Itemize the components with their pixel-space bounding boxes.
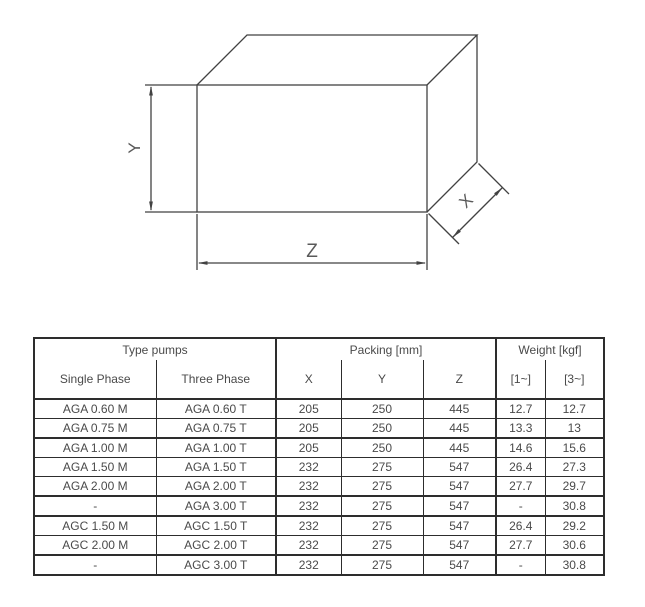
header-weight-1ph: [1~] bbox=[496, 360, 545, 399]
table-row bbox=[34, 536, 604, 556]
arrowhead-down-icon bbox=[149, 202, 153, 212]
table-cell: AGC 1.50 M bbox=[34, 516, 156, 536]
table-cell: 26.4 bbox=[496, 516, 545, 536]
table-cell: 30.6 bbox=[545, 536, 604, 556]
box-outline bbox=[197, 35, 477, 212]
table-cell: AGA 0.60 T bbox=[156, 399, 276, 419]
table-cell: 205 bbox=[276, 399, 341, 419]
table-row bbox=[34, 496, 604, 516]
table-cell: 30.8 bbox=[545, 496, 604, 516]
table-cell: AGC 3.00 T bbox=[156, 555, 276, 575]
table-cell: AGC 1.50 T bbox=[156, 516, 276, 536]
table-cell: 275 bbox=[341, 516, 423, 536]
table-cell: 12.7 bbox=[545, 399, 604, 419]
table-cell: 205 bbox=[276, 419, 341, 439]
table-cell: 275 bbox=[341, 536, 423, 556]
table-cell: 232 bbox=[276, 536, 341, 556]
header-weight-3ph: [3~] bbox=[545, 360, 604, 399]
header-sub-row bbox=[34, 360, 604, 399]
table-cell: 14.6 bbox=[496, 438, 545, 458]
table-cell: 547 bbox=[423, 496, 496, 516]
table-cell: 275 bbox=[341, 458, 423, 477]
table-cell: 26.4 bbox=[496, 458, 545, 477]
table-cell: 15.6 bbox=[545, 438, 604, 458]
table-cell: 30.8 bbox=[545, 555, 604, 575]
table-cell: 13.3 bbox=[496, 419, 545, 439]
table-cell: 547 bbox=[423, 458, 496, 477]
table-row bbox=[34, 458, 604, 477]
table-cell: AGA 0.75 T bbox=[156, 419, 276, 439]
table-cell: 547 bbox=[423, 536, 496, 556]
table-cell: 232 bbox=[276, 555, 341, 575]
table-cell: 275 bbox=[341, 477, 423, 497]
table-cell: 547 bbox=[423, 477, 496, 497]
dimension-y bbox=[145, 85, 197, 212]
header-packing-x: X bbox=[276, 360, 341, 399]
dimension-x-label: X bbox=[455, 190, 477, 212]
table-cell: 232 bbox=[276, 477, 341, 497]
table-cell: 250 bbox=[341, 419, 423, 439]
table-header bbox=[34, 338, 604, 399]
header-packing-y: Y bbox=[341, 360, 423, 399]
table-cell: 445 bbox=[423, 438, 496, 458]
header-group-weight: Weight [kgf] bbox=[496, 338, 604, 360]
table-cell: - bbox=[496, 555, 545, 575]
table-cell: 547 bbox=[423, 516, 496, 536]
table-cell: AGA 1.00 M bbox=[34, 438, 156, 458]
table-cell: 232 bbox=[276, 516, 341, 536]
table-cell: AGA 3.00 T bbox=[156, 496, 276, 516]
table-row bbox=[34, 516, 604, 536]
table-row bbox=[34, 419, 604, 439]
table-cell: 27.3 bbox=[545, 458, 604, 477]
table-cell: AGC 2.00 T bbox=[156, 536, 276, 556]
table-cell: AGC 2.00 M bbox=[34, 536, 156, 556]
table-cell: AGA 2.00 M bbox=[34, 477, 156, 497]
table-cell: - bbox=[496, 496, 545, 516]
table-cell: 205 bbox=[276, 438, 341, 458]
dimension-y-label: Y bbox=[125, 142, 144, 154]
table-cell: AGA 2.00 T bbox=[156, 477, 276, 497]
header-group-packing: Packing [mm] bbox=[276, 338, 496, 360]
header-single-phase: Single Phase bbox=[59, 372, 131, 386]
header-group-row bbox=[34, 338, 604, 360]
table-row bbox=[34, 555, 604, 575]
table-cell: 275 bbox=[341, 555, 423, 575]
table-cell: 13 bbox=[545, 419, 604, 439]
table-cell: 232 bbox=[276, 496, 341, 516]
table-cell: 27.7 bbox=[496, 536, 545, 556]
table-row bbox=[34, 477, 604, 497]
pump-spec-table bbox=[33, 337, 605, 576]
table-cell: AGA 0.75 M bbox=[34, 419, 156, 439]
table-row bbox=[34, 399, 604, 419]
arrowhead-up-icon bbox=[149, 86, 153, 96]
table-cell: AGA 1.00 T bbox=[156, 438, 276, 458]
table-cell: 29.2 bbox=[545, 516, 604, 536]
header-packing-z: Z bbox=[423, 360, 496, 399]
table-cell: AGA 1.50 T bbox=[156, 458, 276, 477]
table-cell: 250 bbox=[341, 399, 423, 419]
table-cell: AGA 1.50 M bbox=[34, 458, 156, 477]
table-cell: 27.7 bbox=[496, 477, 545, 497]
dimension-z-label: Z bbox=[306, 241, 318, 262]
table-cell: 445 bbox=[423, 419, 496, 439]
table-cell: 445 bbox=[423, 399, 496, 419]
arrowhead-right-icon bbox=[417, 261, 427, 265]
arrowhead-left-icon bbox=[198, 261, 208, 265]
table-cell: 275 bbox=[341, 496, 423, 516]
table-body bbox=[34, 399, 604, 575]
table-row bbox=[34, 438, 604, 458]
header-group-type-pumps: Type pumps bbox=[122, 342, 188, 357]
table-cell: AGA 0.60 M bbox=[34, 399, 156, 419]
table-cell: - bbox=[34, 555, 156, 575]
table-cell: 547 bbox=[423, 555, 496, 575]
header-three-phase: Three Phase bbox=[156, 360, 276, 399]
table-cell: 232 bbox=[276, 458, 341, 477]
table-cell: - bbox=[34, 496, 156, 516]
table-cell: 12.7 bbox=[496, 399, 545, 419]
table-cell: 29.7 bbox=[545, 477, 604, 497]
table-cell: 250 bbox=[341, 438, 423, 458]
